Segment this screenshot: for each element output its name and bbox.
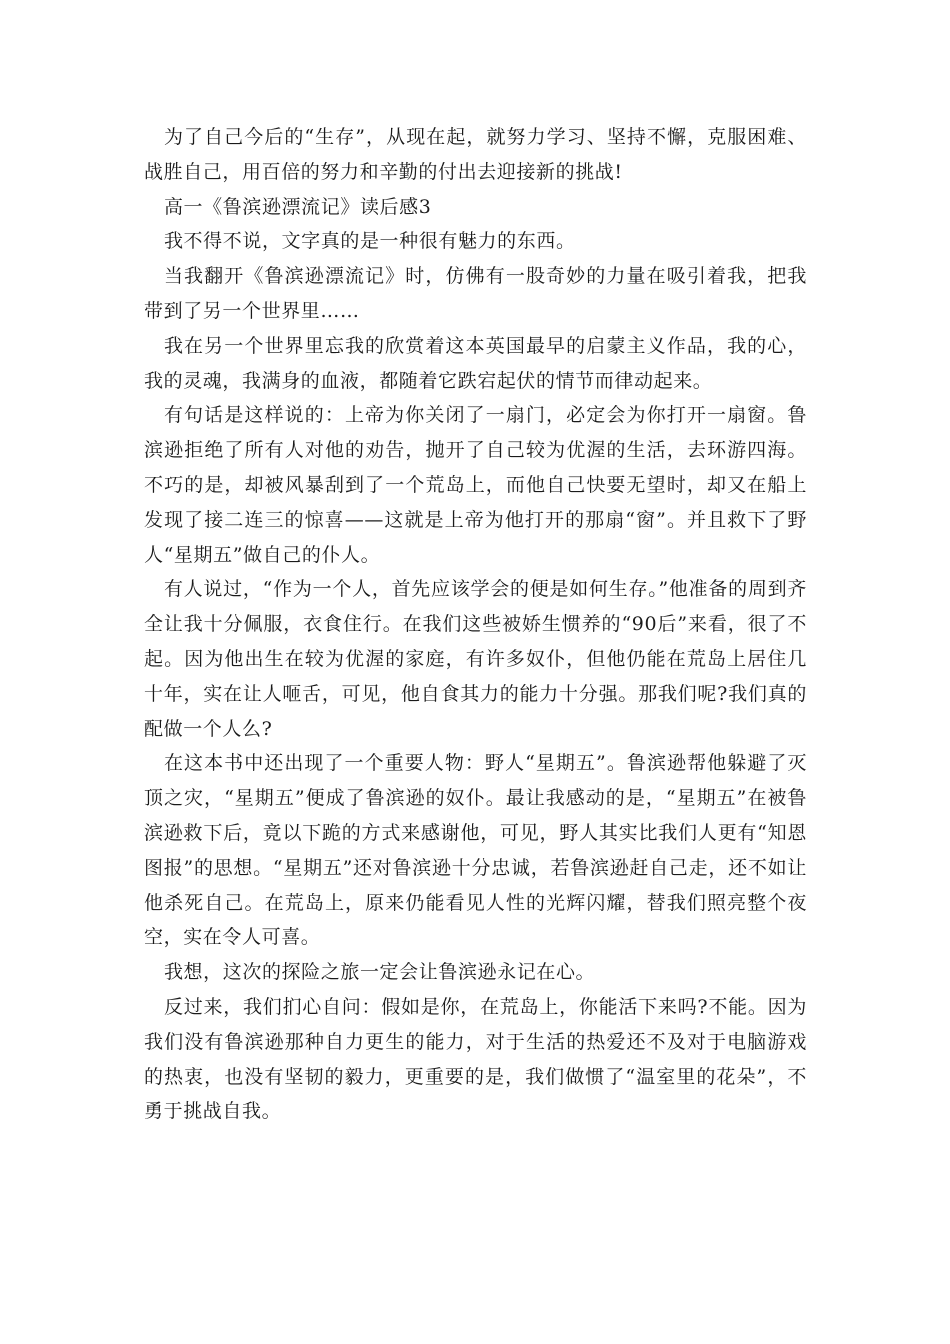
paragraph: 在这本书中还出现了一个重要人物：野人“星期五”。鲁滨逊帮他躲避了灭顶之灾，“星期五”便成了鲁滨逊的奴仆。最让我感动的是，“星期五”在被鲁滨逊救下后，竟以下跪的方式来感谢他，可见，野人其实比我们人更有“知恩图报”的思想。“星期五”还对鲁滨逊十分忠诚，若鲁滨逊赶自己走，还不如让他杀死自己。在荒岛上，原来仍能看见人性的光辉闪耀，替我们照亮整个夜空，实在令人可喜。 — [144, 752, 807, 949]
paragraph: 我想，这次的探险之旅一定会让鲁滨逊永记在心。 — [163, 961, 596, 984]
paragraph: 为了自己今后的“生存”，从现在起，就努力学习、坚持不懈，克服困难、战胜自己，用百倍的努力和辛勤的付出去迎接新的挑战! — [144, 126, 807, 183]
paragraph: 我不得不说，文字真的是一种很有魅力的东西。 — [163, 230, 576, 253]
paragraph: 反过来，我们扪心自问：假如是你，在荒岛上，你能活下来吗?不能。因为我们没有鲁滨逊那种自力更生的能力，对于生活的热爱还不及对于电脑游戏的热衷，也没有坚韧的毅力，更重要的是，我们做惯了“温室里的花朵”，不勇于挑战自我。 — [144, 995, 807, 1123]
paragraph: 当我翻开《鲁滨逊漂流记》时，仿佛有一股奇妙的力量在吸引着我，把我带到了另一个世界里…… — [144, 265, 807, 322]
paragraph: 有句话是这样说的：上帝为你关闭了一扇门，必定会为你打开一扇窗。鲁滨逊拒绝了所有人对他的劝告，抛开了自己较为优渥的生活，去环游四海。不巧的是，却被风暴刮到了一个荒岛上，而他自己快要无望时，却又在船上发现了接二连三的惊喜——这就是上帝为他打开的那扇“窗”。并且救下了野人“星期五”做自己的仆人。 — [144, 404, 807, 566]
paragraph: 我在另一个世界里忘我的欣赏着这本英国最早的启蒙主义作品，我的心，我的灵魂，我满身的血液，都随着它跌宕起伏的情节而律动起来。 — [144, 334, 807, 392]
section-title: 高一《鲁滨逊漂流记》读后感3 — [163, 195, 432, 218]
document-page — [144, 120, 807, 1129]
paragraph: 有人说过，“作为一个人，首先应该学会的便是如何生存。”他准备的周到齐全让我十分佩服，衣食住行。在我们这些被娇生惯养的“90后”来看，很了不起。因为他出生在较为优渥的家庭，有许多奴仆，但他仍能在荒岛上居住几十年，实在让人咂舌，可见，他自食其力的能力十分强。那我们呢?我们真的配做一个人么? — [144, 578, 807, 740]
